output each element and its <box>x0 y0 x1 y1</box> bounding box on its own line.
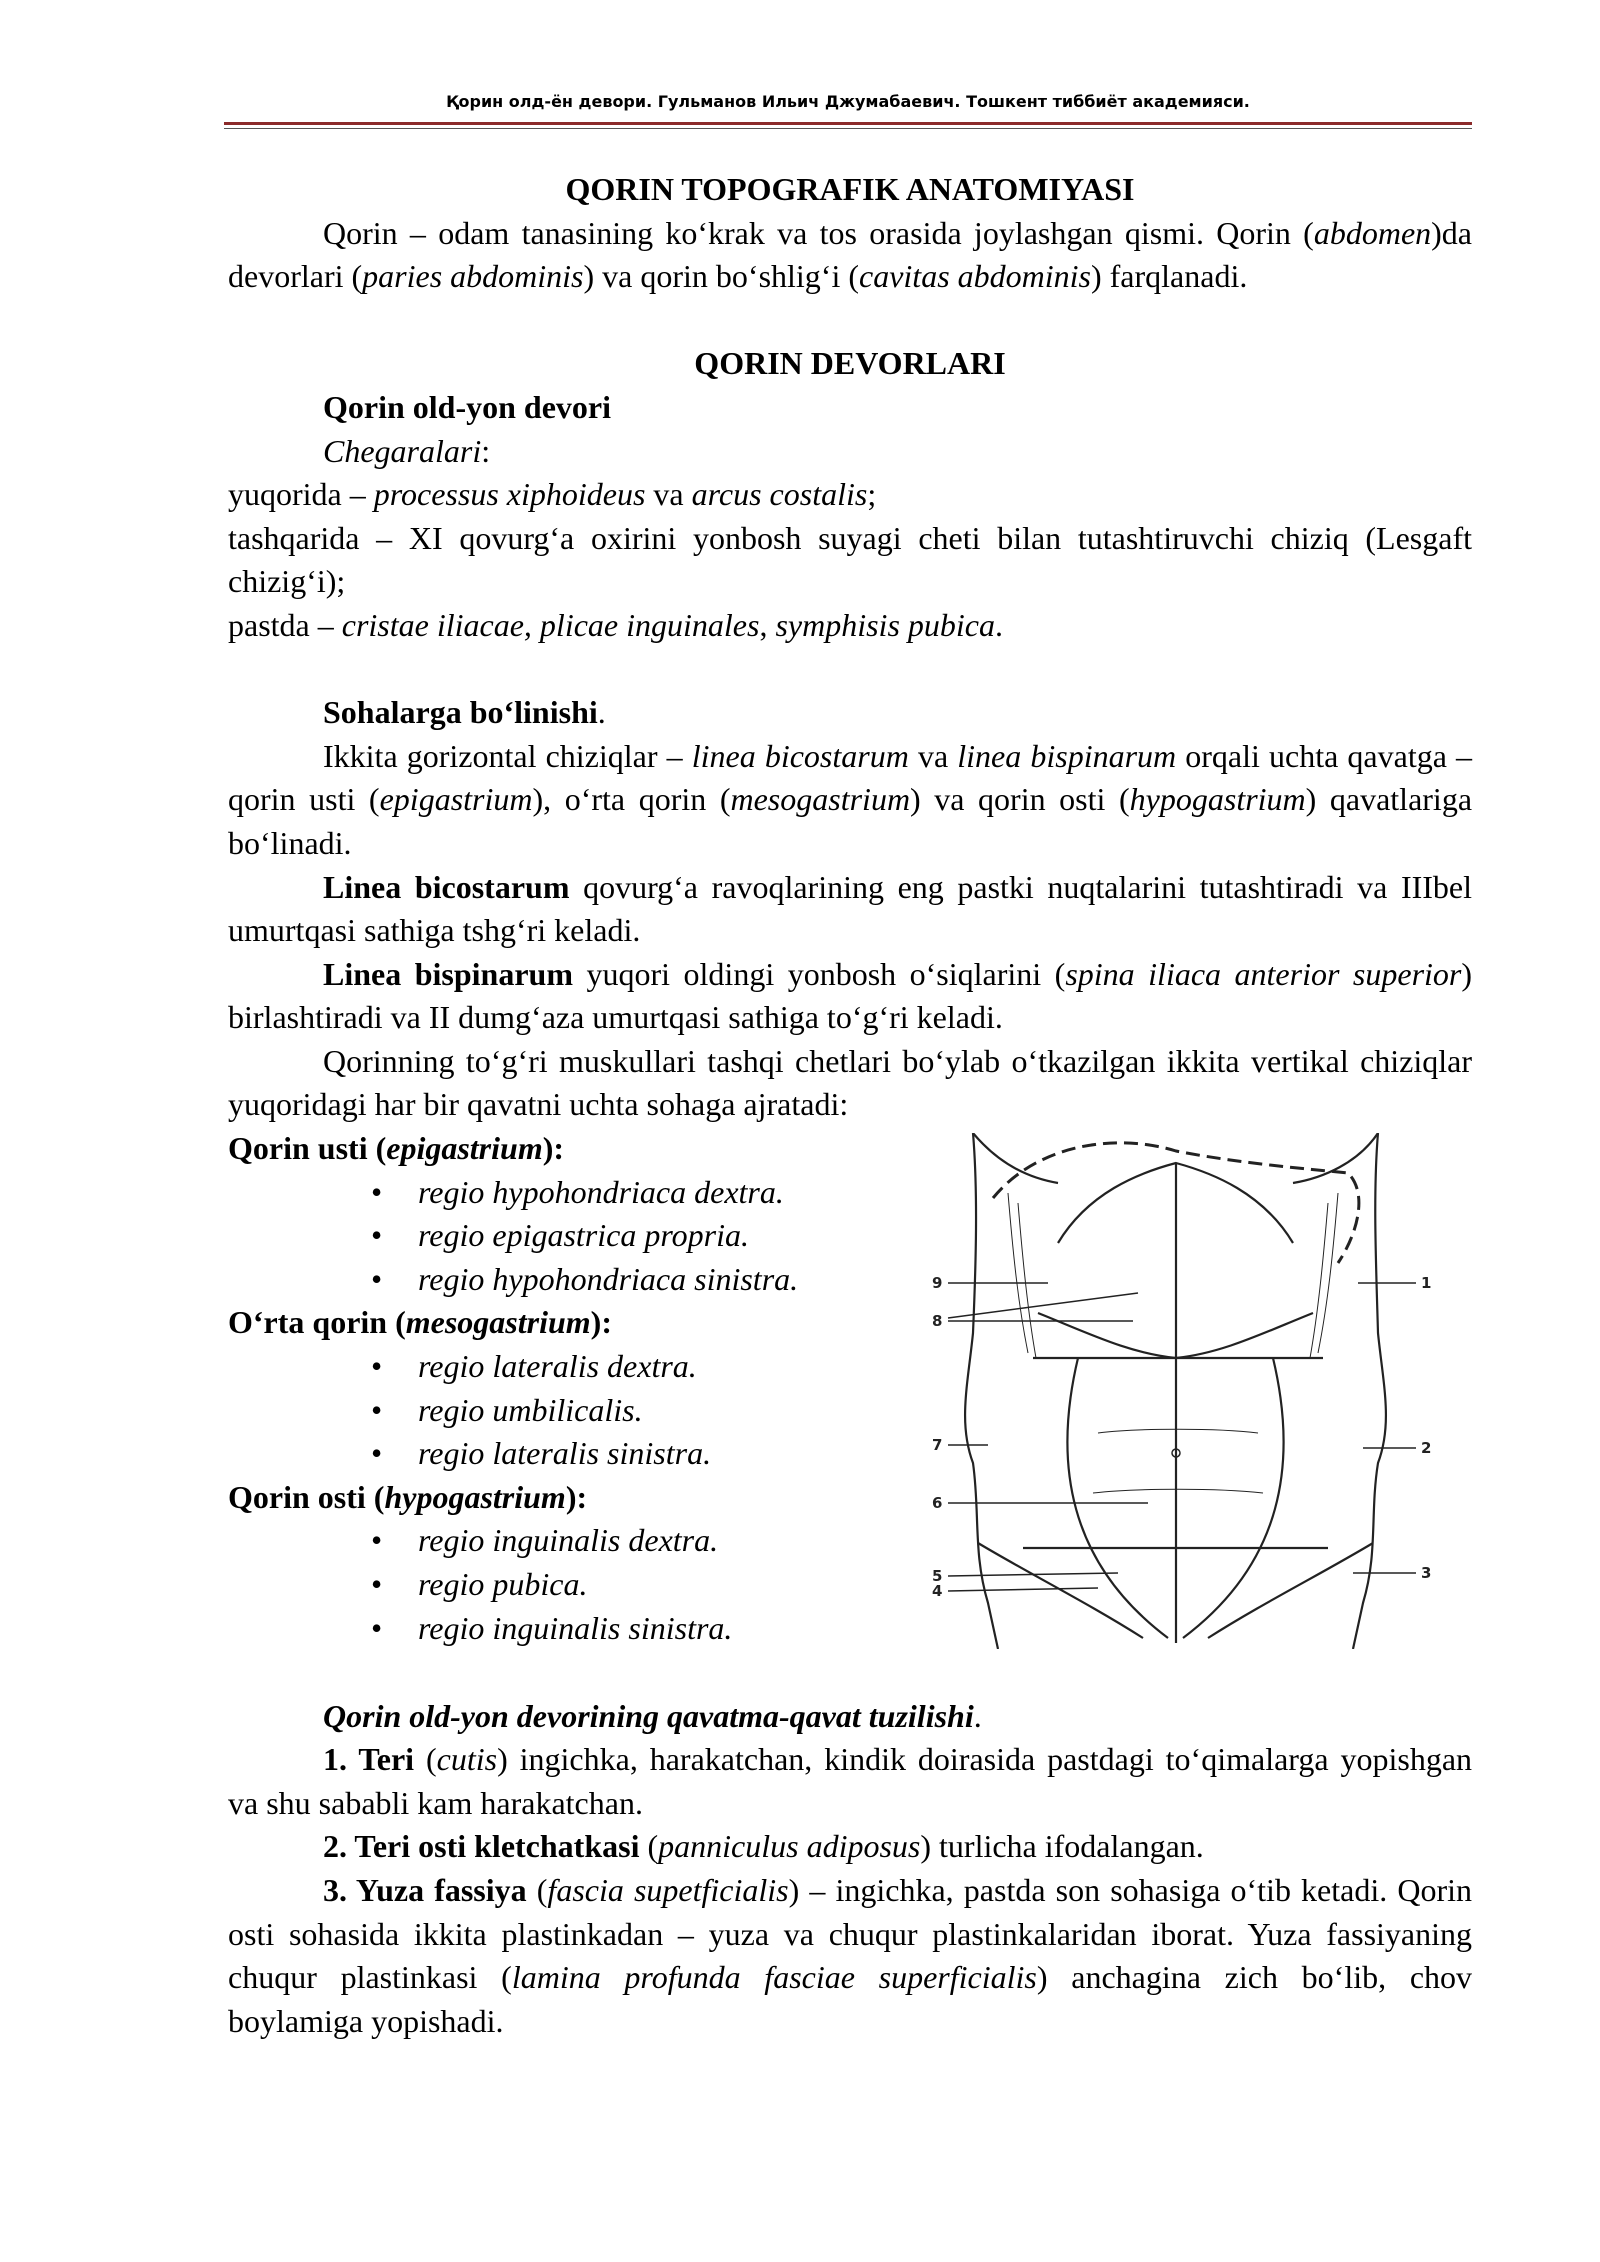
list-item: • regio lateralis sinistra. <box>228 1432 928 1476</box>
regions-list <box>228 1127 928 1650</box>
layer-1: 1. Teri (cutis) ingichka, harakatchan, kindik doirasida pastdagi to‘qimalarga yopishgan va shu sababli kam harakatchan. <box>228 1741 1473 1821</box>
group-heading: O‘rta qorin (mesogastrium): <box>228 1304 612 1341</box>
layers-heading: Qorin old-yon devorining qavatma-qavat tuzilishi. <box>323 1697 982 1734</box>
figure-label-2: 2 <box>1421 1439 1432 1458</box>
division-paragraph-4: Qorinning to‘g‘ri muskullari tashqi chetlari bo‘ylab o‘tkazilgan ikkita vertikal chiziqlar yuqoridagi har bir qavatni uchta sohaga ajratadi: <box>228 1042 1472 1123</box>
layer-2: 2. Teri osti kletchatkasi (panniculus adiposus) turlicha ifodalangan. <box>323 1828 1204 1865</box>
page-title: QORIN TOPOGRAFIK ANATOMIYASI <box>565 171 1135 207</box>
header-rule-thin <box>224 128 1472 129</box>
page-content <box>228 168 1472 2043</box>
figure-label-5: 5 <box>932 1567 943 1586</box>
figure-label-9: 9 <box>932 1274 943 1293</box>
group-heading: Qorin osti (hypogastrium): <box>228 1478 588 1515</box>
figure-label-8: 8 <box>932 1312 943 1331</box>
figure-label-1: 1 <box>1421 1274 1432 1293</box>
abdomen-regions-figure <box>918 1133 1438 1649</box>
division-heading: Sohalarga bo‘linishi. <box>323 694 606 731</box>
figure-label-4: 4 <box>932 1582 943 1601</box>
layer-3: 3. Yuza fassiya (fascia supetficialis) – ingichka, pastda son sohasiga o‘tib ketadi. Qorin osti sohasida ikkita plastinkadan – yuza va chuqur plastinkalaridan iborat. Yuza fassiyaning chuqur plastinkasi (lamina profunda fasciae superficialis) anchagina zich bo‘lib, chov boylamiga yopishadi. <box>228 1872 1473 2039</box>
list-item: • regio epigastrica propria. <box>228 1214 928 1258</box>
boundaries-label: Chegaralari: <box>323 432 491 469</box>
list-item: • regio hypohondriaca sinistra. <box>228 1258 928 1302</box>
division-paragraph-1: Ikkita gorizontal chiziqlar – linea bicostarum va linea bispinarum orqali uchta qavatga – qorin usti (epigastrium), o‘rta qorin (mesogastrium) va qorin osti (hypogastrium) qavatlariga bo‘linadi. <box>228 737 1473 861</box>
group-heading: Qorin usti (epigastrium): <box>228 1130 565 1167</box>
list-item: • regio inguinalis dextra. <box>228 1519 928 1563</box>
intro-paragraph: Qorin – odam tanasining ko‘krak va tos orasida joylashgan qismi. Qorin (abdomen)da devorlari (paries abdominis) va qorin bo‘shlig‘i (cavitas abdominis) farqlanadi. <box>228 214 1472 295</box>
list-item: • regio lateralis dextra. <box>228 1345 928 1389</box>
list-item: • regio inguinalis sinistra. <box>228 1607 928 1651</box>
list-item: • regio umbilicalis. <box>228 1389 928 1433</box>
regions-block <box>228 1127 1472 1651</box>
figure-label-3: 3 <box>1421 1564 1432 1583</box>
figure-label-6: 6 <box>932 1494 943 1513</box>
header-rule-thick <box>224 122 1472 125</box>
running-header: Қорин олд-ён девори. Гульманов Ильич Джумабаевич. Тошкент тиббиёт академияси. <box>446 92 1250 111</box>
boundary-top: yuqorida – processus xiphoideus va arcus costalis; <box>228 476 877 513</box>
division-paragraph-2: Linea bicostarum qovurg‘a ravoqlarining eng pastki nuqtalarini tutashtiradi va IIIbel umurtqasi sathiga tshg‘ri keladi. <box>228 868 1473 949</box>
list-item: • regio hypohondriaca dextra. <box>228 1171 928 1215</box>
boundary-bottom: pastda – cristae iliacae, plicae inguinales, symphisis pubica. <box>228 606 1003 643</box>
boundary-lateral: tashqarida – XI qovurg‘a oxirini yonbosh suyagi cheti bilan tutashtiruvchi chiziq (Lesgaft chizig‘i); <box>228 519 1472 600</box>
section-title: QORIN DEVORLARI <box>694 345 1006 382</box>
subsection-title: Qorin old-yon devori <box>323 388 612 425</box>
list-item: • regio pubica. <box>228 1563 928 1607</box>
division-paragraph-3: Linea bispinarum yuqori oldingi yonbosh o‘siqlarini (spina iliaca anterior superior) birlashtiradi va II dumg‘aza umurtqasi sathiga to‘g‘ri keladi. <box>228 955 1473 1036</box>
figure-label-7: 7 <box>932 1436 943 1455</box>
